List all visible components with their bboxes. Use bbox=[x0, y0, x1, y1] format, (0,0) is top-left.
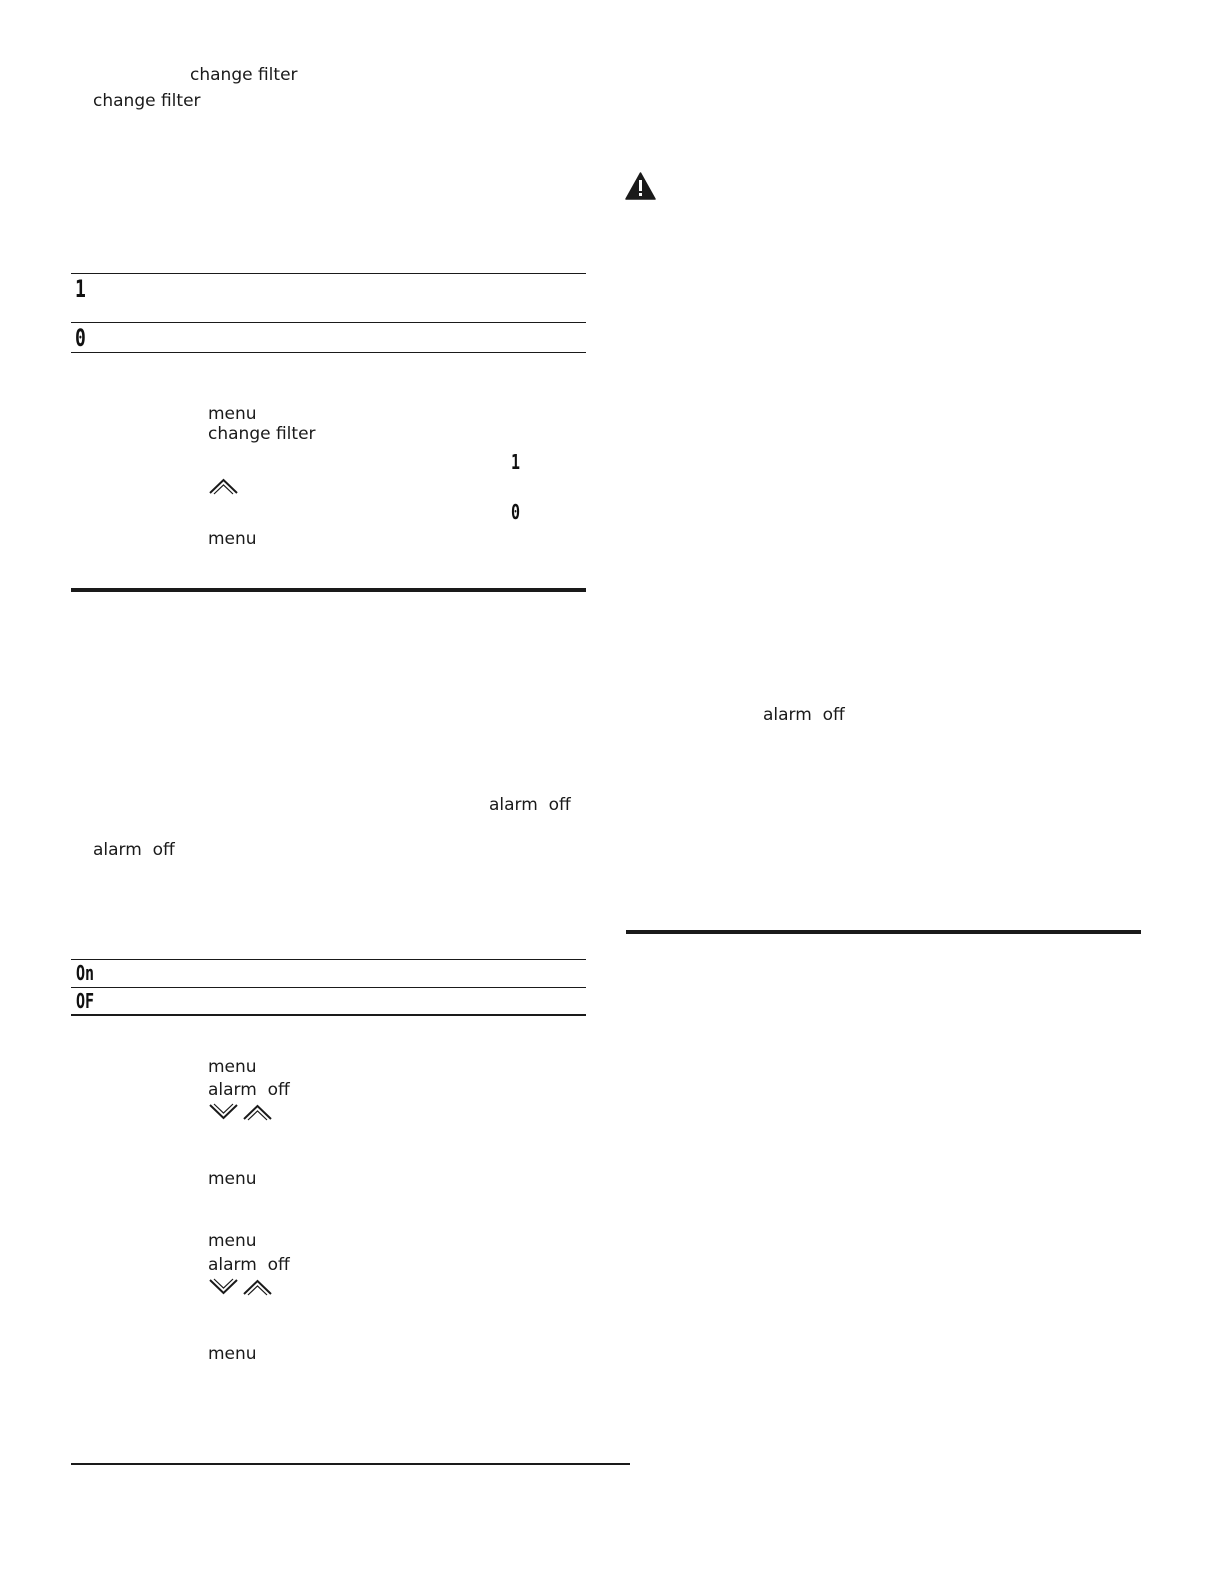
menu-label: menu bbox=[208, 404, 257, 424]
page-footer-rule bbox=[71, 1463, 630, 1465]
change-filter-label: change filter bbox=[190, 65, 298, 85]
change-filter-label: change filter bbox=[93, 91, 201, 111]
table-rule bbox=[71, 987, 586, 988]
menu-label: menu bbox=[208, 529, 257, 549]
alarm-off-label: alarm off bbox=[208, 1080, 290, 1100]
display-value-one: 1 bbox=[511, 450, 521, 474]
chevron-down-icon bbox=[208, 1277, 239, 1297]
table-rule bbox=[71, 352, 586, 353]
alarm-off-label: alarm off bbox=[489, 795, 571, 815]
warning-triangle-icon bbox=[625, 172, 656, 200]
menu-label: menu bbox=[208, 1057, 257, 1077]
display-value-zero: 0 bbox=[511, 500, 521, 524]
chevron-up-icon bbox=[242, 1277, 273, 1297]
alarm-off-label: alarm off bbox=[208, 1255, 290, 1275]
display-value-zero: 0 bbox=[75, 324, 86, 352]
menu-label: menu bbox=[208, 1344, 257, 1364]
chevron-up-icon bbox=[242, 1102, 273, 1122]
alarm-off-label: alarm off bbox=[763, 705, 845, 725]
alarm-off-label: alarm off bbox=[93, 840, 175, 860]
chevron-down-icon bbox=[208, 1102, 239, 1122]
table-rule bbox=[71, 273, 586, 274]
section-divider bbox=[71, 588, 586, 592]
table-rule bbox=[71, 959, 586, 960]
display-value-one: 1 bbox=[75, 275, 86, 303]
table-rule bbox=[71, 1014, 586, 1016]
section-divider bbox=[626, 930, 1141, 934]
change-filter-label: change filter bbox=[208, 424, 316, 444]
menu-label: menu bbox=[208, 1169, 257, 1189]
chevron-up-icon bbox=[208, 476, 239, 496]
table-rule bbox=[71, 322, 586, 323]
menu-label: menu bbox=[208, 1231, 257, 1251]
display-value-off: OF bbox=[76, 989, 95, 1013]
display-value-on: On bbox=[76, 961, 95, 985]
